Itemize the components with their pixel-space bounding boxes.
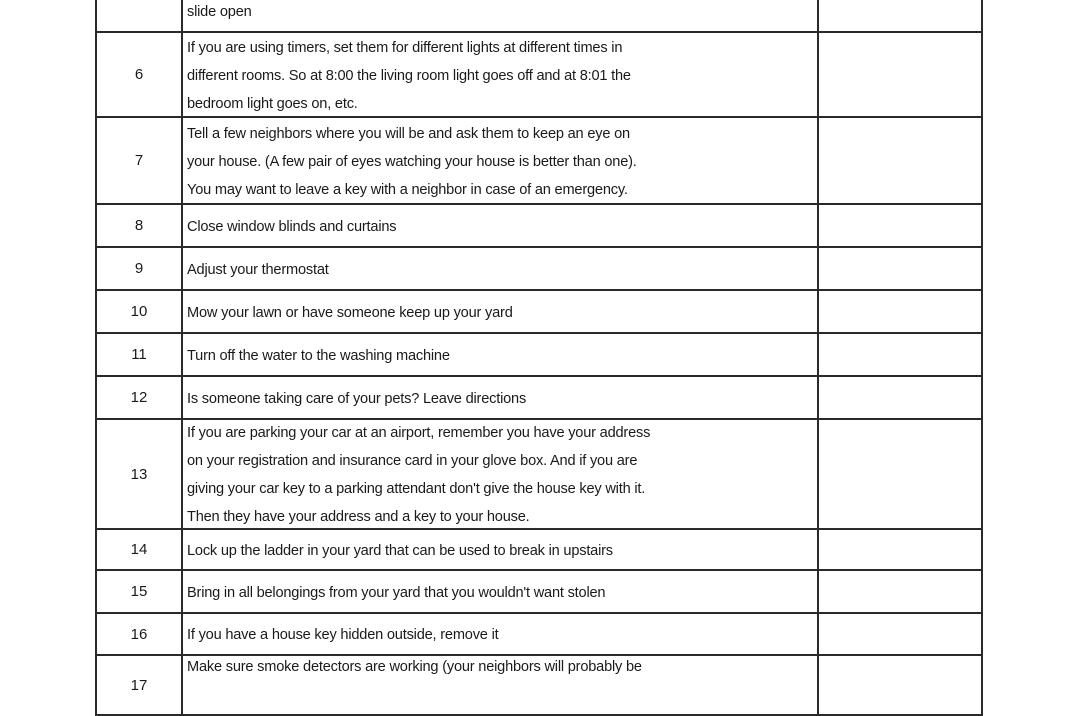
description-line: You may want to leave a key with a neighbor in case of an emergency. [187,181,628,198]
item-description [183,0,817,31]
table-row [95,118,983,205]
table-row [95,656,983,716]
item-description [183,614,817,654]
description-line: slide open [187,3,252,20]
check-cell [817,205,983,246]
item-number [95,0,183,31]
item-number: 14 [95,530,183,569]
table-row [95,248,983,291]
check-cell [817,33,983,116]
item-number: 6 [95,33,183,116]
check-cell [817,334,983,375]
item-number: 10 [95,291,183,332]
table-row [95,205,983,248]
item-description [183,205,817,246]
item-number: 7 [95,118,183,203]
item-number: 17 [95,656,183,714]
table-row [95,291,983,334]
description-line: Is someone taking care of your pets? Leave directions [187,390,527,407]
item-description [183,334,817,375]
description-line: giving your car key to a parking attendant don't give the house key with it. [187,481,646,497]
item-description [183,33,817,116]
description-line: Mow your lawn or have someone keep up your yard [187,304,513,321]
item-description [183,656,817,714]
item-number: 15 [95,571,183,612]
description-line: bedroom light goes on, etc. [187,95,358,112]
table-row [95,420,983,530]
item-number: 8 [95,205,183,246]
table-row [95,530,983,571]
check-cell [817,530,983,569]
description-line: If you are parking your car at an airport, remember you have your address [187,425,651,441]
description-line: Turn off the water to the washing machine [187,347,450,364]
description-line: Bring in all belongings from your yard that you wouldn't want stolen [187,584,606,601]
check-cell [817,377,983,418]
item-number: 12 [95,377,183,418]
description-line: Then they have your address and a key to your house. [187,509,530,525]
item-description [183,291,817,332]
item-number: 11 [95,334,183,375]
description-line: Lock up the ladder in your yard that can be used to break in upstairs [187,542,613,559]
check-cell [817,571,983,612]
description-line: If you have a house key hidden outside, remove it [187,627,499,643]
item-number: 16 [95,614,183,654]
description-line: Close window blinds and curtains [187,218,397,235]
description-line: Adjust your thermostat [187,261,329,278]
item-description [183,530,817,569]
table-row [95,377,983,420]
description-line: your house. (A few pair of eyes watching your house is better than one). [187,153,637,170]
item-description [183,118,817,203]
table-row [95,571,983,614]
check-cell [817,420,983,528]
check-cell [817,291,983,332]
table-row [95,33,983,118]
item-description [183,248,817,289]
check-cell [817,0,983,31]
description-line: If you are using timers, set them for different lights at different times in [187,39,623,56]
item-number: 13 [95,420,183,528]
item-number: 9 [95,248,183,289]
item-description [183,377,817,418]
check-cell [817,118,983,203]
item-description [183,571,817,612]
check-cell [817,656,983,714]
description-line: on your registration and insurance card in your glove box. And if you are [187,453,638,469]
item-description [183,420,817,528]
table-row [95,334,983,377]
table-row [95,614,983,656]
check-cell [817,248,983,289]
description-line: different rooms. So at 8:00 the living room light goes off and at 8:01 the [187,67,631,84]
description-line: Tell a few neighbors where you will be and ask them to keep an eye on [187,125,630,142]
check-cell [817,614,983,654]
table-row [95,0,983,33]
description-line: Make sure smoke detectors are working (your neighbors will probably be [187,659,642,675]
